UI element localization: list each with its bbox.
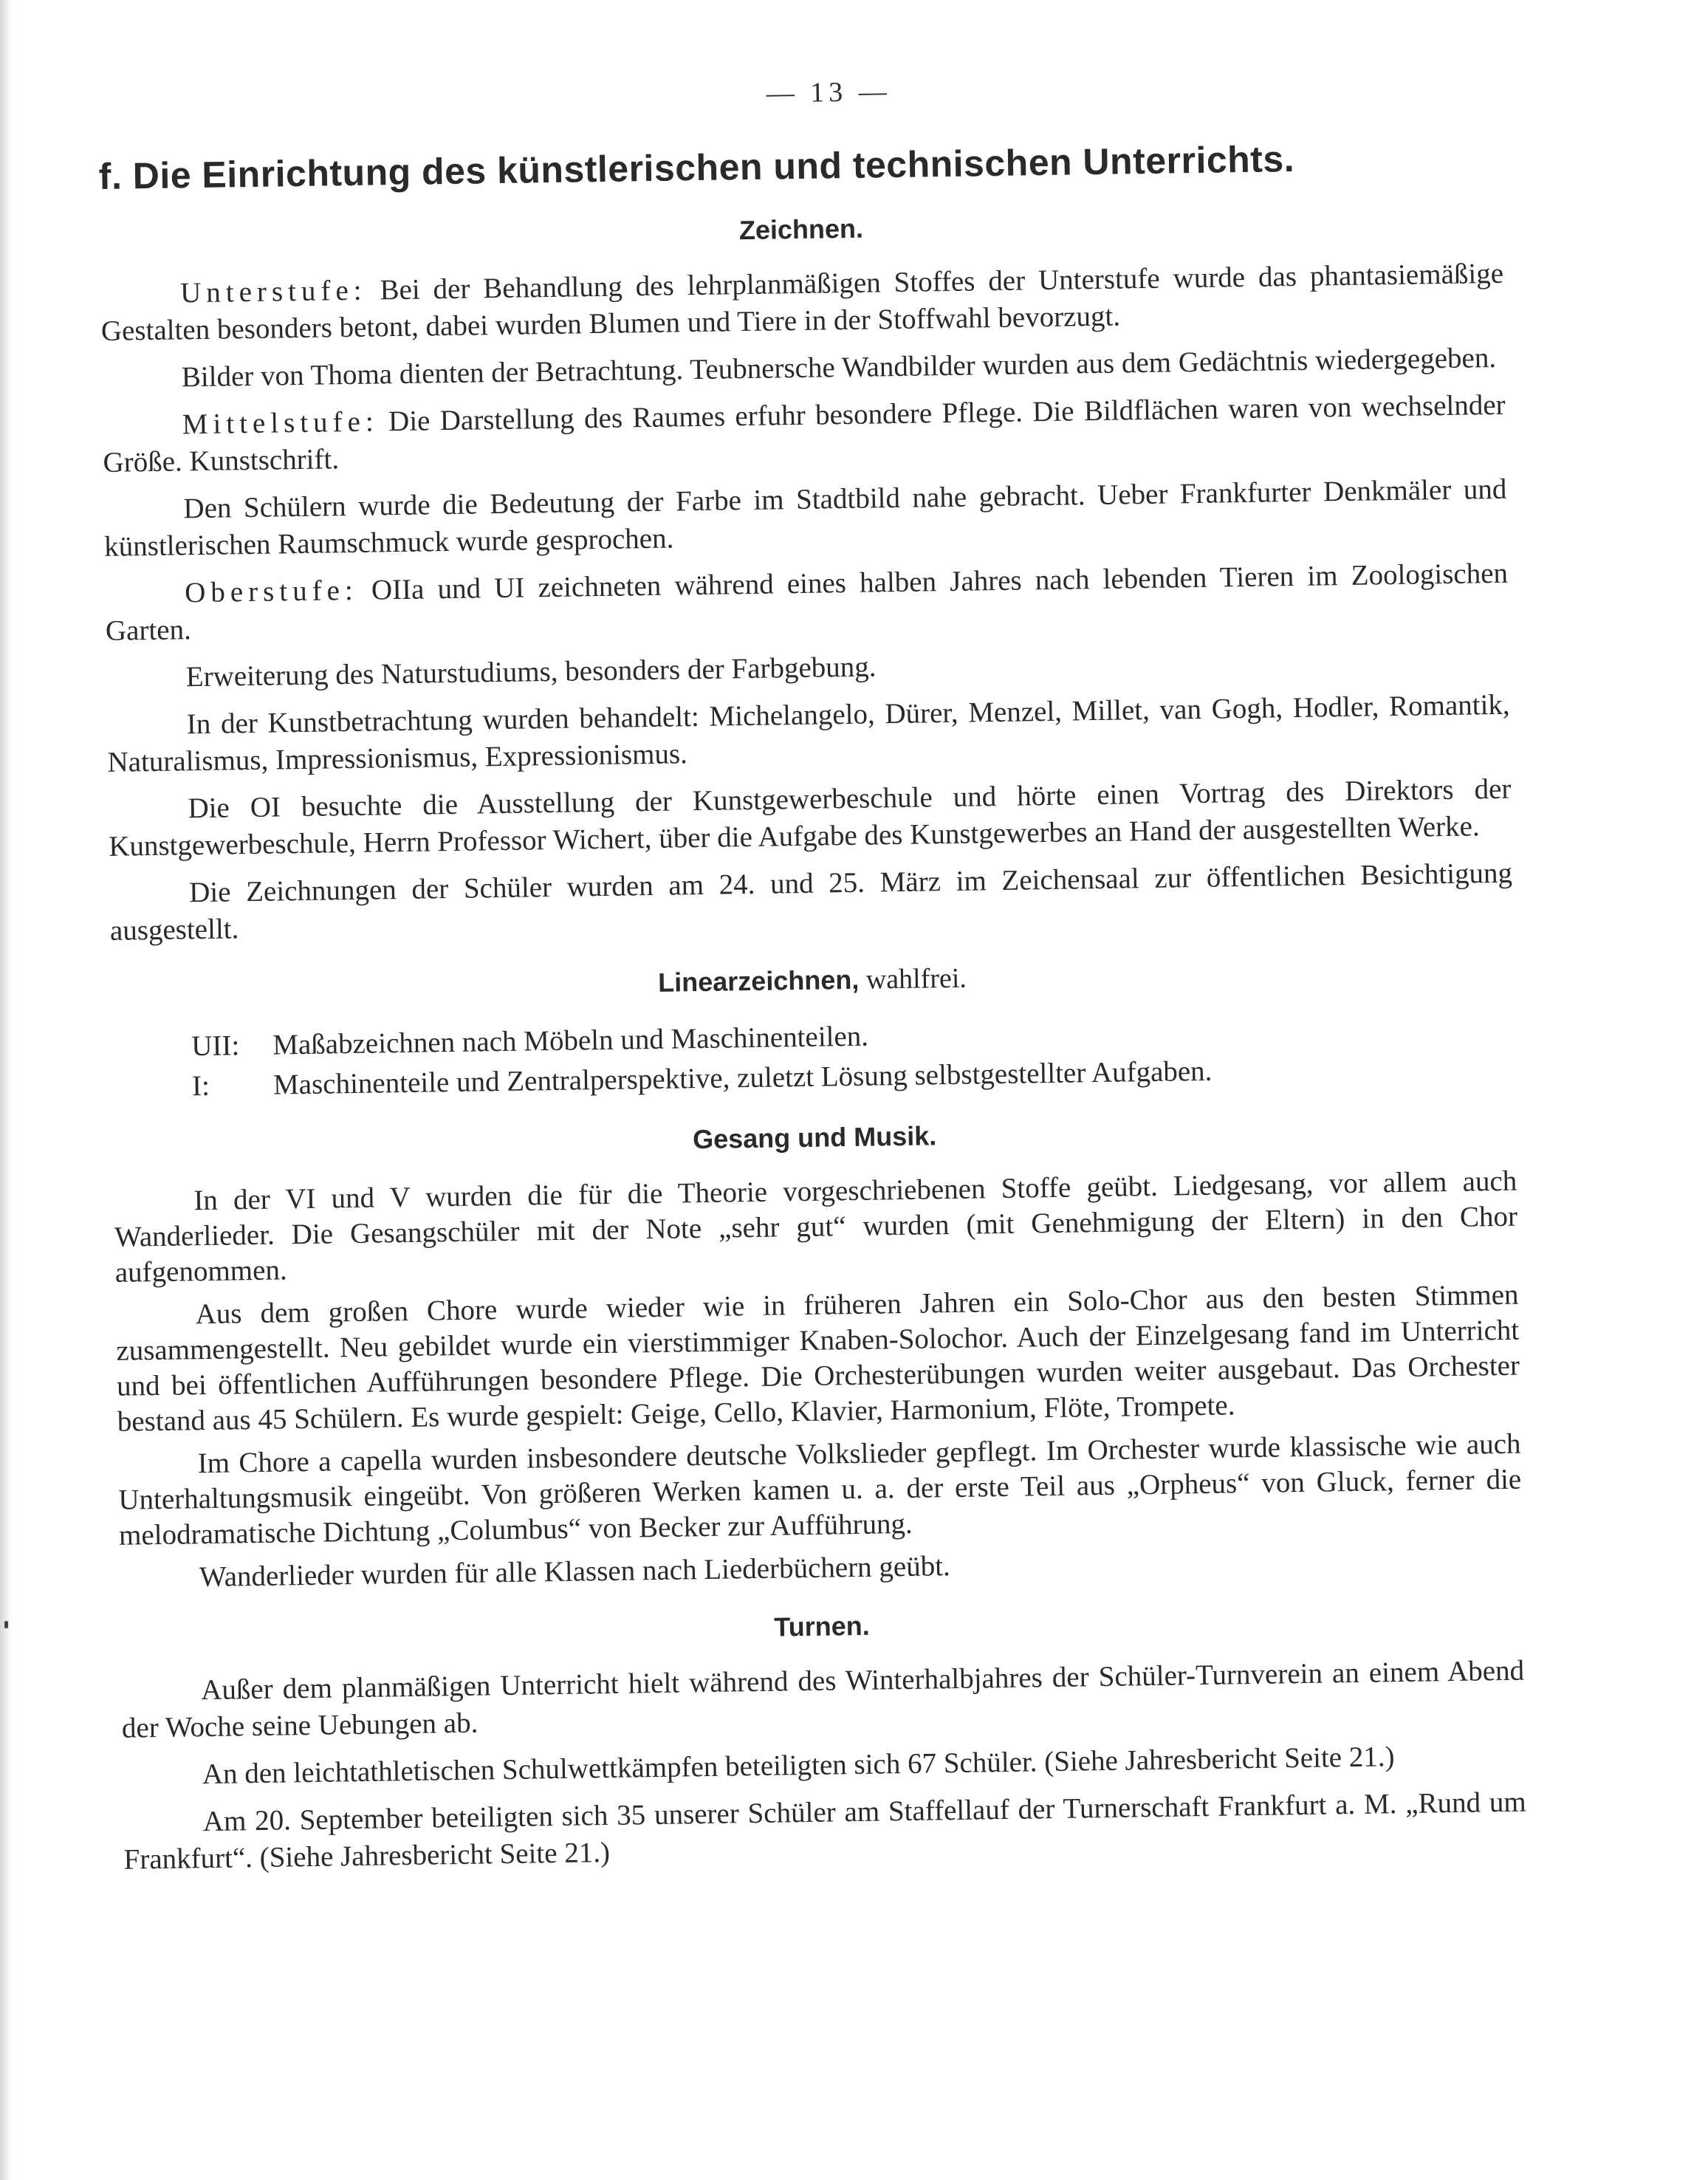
section-heading-gesang: Gesang und Musik. [692, 1120, 937, 1155]
heading-normal-part: wahlfrei. [858, 962, 967, 995]
paragraph: Die OI besuchte die Ausstellung der Kunstgewerbeschule und hörte einen Vortrag des Direktors der Kunstgewerbeschule, Herrn Professor Wichert, über die Aufgabe des Kunstgewerbes an Hand der ausgestellten Werke. [108, 772, 1512, 863]
paragraph: Erweiterung des Naturstudiums, besonders der Farbgebung. [185, 651, 877, 693]
paragraph: Den Schülern wurde die Bedeutung der Farbe im Stadtbild nahe gebracht. Ueber Frankfurter Denkmäler und künstlerischen Raumschmuck wurde gesprochen. [103, 473, 1507, 563]
page-content [97, 66, 1531, 2118]
paragraph: Aus dem großen Chore wurde wieder wie in früheren Jahren ein Solo-Chor aus den besten Stimmen zusammengestellt. Neu gebildet wurde ein vierstimmiger Knaben-Solochor. Auch der Einzelgesang fand im Unterricht und bei öffentlichen Aufführungen besondere Pflege. Die Orchesterübungen wurden weiter ausgebaut. Das Orchester bestand aus 45 Schülern. Es wurde gespielt: Geige, Cello, Klavier, Harmonium, Flöte, Trompete. [116, 1278, 1520, 1438]
paragraph: An den leichtathletischen Schulwettkämpfen beteiligten sich 67 Schüler. (Siehe Jahresbericht Seite 21.) [202, 1741, 1395, 1791]
heading-bold-part: Linearzeichnen, [657, 964, 860, 998]
paragraph: Außer dem planmäßigen Unterricht hielt während des Winterhalbjahres der Schüler-Turnverein an einem Abend der Woche seine Uebungen ab. [121, 1654, 1525, 1744]
paragraph: In der Kunstbetrachtung wurden behandelt: Michelangelo, Dürer, Menzel, Millet, van Gogh, Hodler, Romantik, Naturalismus, Impressionismus, Expressionismus. [107, 688, 1510, 778]
section-zeichnen [100, 204, 1513, 950]
chapter-title: f. Die Einrichtung des künstlerischen und technischen Unterrichts. [98, 137, 1295, 197]
page-margin-mark [4, 1621, 8, 1628]
paragraph-text: OIIa und UI zeichneten während eines halben Jahres nach lebenden Tieren im Zoologischen Garten. [105, 557, 1509, 647]
section-heading-turnen: Turnen. [774, 1610, 870, 1642]
paragraph: Am 20. September beteiligten sich 35 unserer Schüler am Staffellauf der Turnerschaft Frankfurt a. M. „Rund um Frankfurt“. (Siehe Jahresbericht Seite 21.) [123, 1786, 1526, 1876]
paragraph: Die Zeichnungen der Schüler wurden am 24. und 25. März im Zeichensaal zur öffentlichen Besichtigung ausgestellt. [109, 857, 1513, 947]
paragraph: In der VI und V wurden die für die Theorie vorgeschriebenen Stoffe geübt. Liedgesang, vor allem auch Wanderlieder. Die Gesangschüler mit der Note „sehr gut“ wurden (mit Genehmigung der Eltern) in den Chor aufgenommen. [114, 1165, 1518, 1289]
list-item-text: Maschinenteile und Zentralperspektive, zuletzt Lösung selbstgestellter Aufgaben. [272, 1055, 1213, 1101]
paragraph [102, 387, 1506, 481]
paragraph [100, 256, 1504, 350]
paragraph-label: Mittelstufe: [182, 405, 380, 441]
page-binding-edge [0, 0, 13, 2180]
paragraph-label: Oberstufe: [184, 574, 359, 609]
paragraph [105, 555, 1509, 650]
paragraph-label: Unterstufe: [179, 274, 367, 309]
paragraph-text: Bei der Behandlung des lehrplanmäßigen Stoffes der Unterstufe wurde das phantasiemäßige Gestalten besonders betont, dabei wurden Blumen und Tiere in der Stoffwahl bevorzugt. [100, 257, 1504, 347]
paragraph-text: Die Darstellung des Raumes erfuhr besondere Pflege. Die Bildflächen waren von wechselnder Größe. Kunstschrift. [103, 388, 1506, 479]
list-item-text: Maßabzeichnen nach Möbeln und Maschinenteilen. [272, 1020, 869, 1061]
section-heading-zeichnen: Zeichnen. [738, 213, 864, 246]
section-heading-linearzeichnen [111, 954, 1514, 1007]
section-turnen [120, 1601, 1527, 1879]
section-gesang [113, 1112, 1523, 1597]
list-item-label: I: [191, 1069, 210, 1103]
page-number: — 13 — [766, 76, 892, 109]
paragraph: Bilder von Thoma dienten der Betrachtung. Teubnersche Wandbilder wurden aus dem Gedächtnis wiedergegeben. [181, 341, 1497, 394]
paragraph: Im Chore a capella wurden insbesondere deutsche Volkslieder gepflegt. Im Orchester wurde klassische wie auch Unterhaltungsmusik eingeübt. Von größeren Werken kamen u. a. der erste Teil aus „Orpheus“ von Gluck, ferner die melodramatische Dichtung „Columbus“ von Becker zur Aufführung. [118, 1427, 1522, 1552]
paragraph: Wanderlieder wurden für alle Klassen nach Liederbüchern geübt. [199, 1550, 951, 1594]
section-linearzeichnen [111, 954, 1515, 1108]
list-item-label: UII: [191, 1029, 240, 1063]
